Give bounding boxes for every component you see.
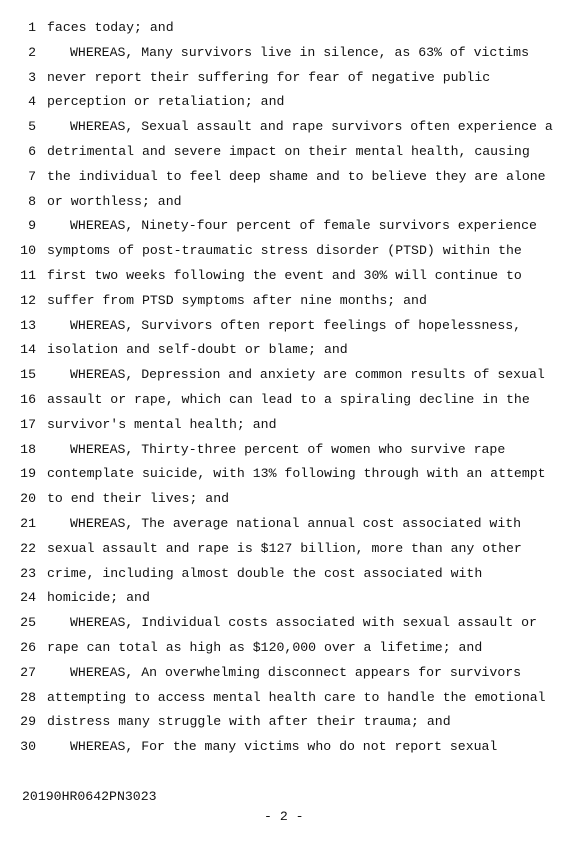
document-line <box>0 688 578 708</box>
document-line <box>0 440 578 460</box>
line-text: attempting to access mental health care to handle the emotional <box>47 689 546 705</box>
document-line <box>0 68 578 88</box>
line-number: 14 <box>20 342 36 358</box>
line-number: 5 <box>28 119 36 135</box>
line-text: WHEREAS, Survivors often report feelings of hopelessness, <box>70 317 522 333</box>
line-text: perception or retaliation; and <box>47 94 285 110</box>
line-text: survivor's mental health; and <box>47 416 277 432</box>
line-text: homicide; and <box>47 590 150 606</box>
line-number: 20 <box>20 491 36 507</box>
line-text: assault or rape, which can lead to a spiraling decline in the <box>47 392 530 407</box>
line-number: 9 <box>28 218 36 234</box>
line-text: or worthless; and <box>47 193 182 209</box>
document-id: 20190HR0642PN3023 <box>22 789 157 804</box>
line-number: 13 <box>20 317 36 333</box>
line-number: 4 <box>28 94 36 110</box>
document-line <box>0 291 578 311</box>
line-text: WHEREAS, Depression and anxiety are common results of sexual <box>70 367 545 383</box>
document-line <box>0 266 578 286</box>
line-text: never report their suffering for fear of negative public <box>47 69 491 85</box>
document-line <box>0 117 578 137</box>
page-number: - 2 - <box>264 809 304 824</box>
line-text: WHEREAS, Thirty-three percent of women who survive rape <box>70 441 506 457</box>
document-line <box>0 18 578 38</box>
document-line <box>0 638 578 658</box>
document-line <box>0 514 578 534</box>
document-line <box>0 539 578 559</box>
document-line <box>0 737 578 757</box>
line-number: 16 <box>20 392 36 407</box>
line-text: distress many struggle with after their trauma; and <box>47 714 451 730</box>
line-number: 2 <box>28 44 36 60</box>
document-line <box>0 142 578 162</box>
line-text: WHEREAS, The average national annual cost associated with <box>70 516 522 531</box>
line-text: symptoms of post-traumatic stress disorder (PTSD) within the <box>47 243 522 259</box>
line-text: first two weeks following the event and 30% will continue to <box>47 268 522 283</box>
line-number: 26 <box>20 640 36 655</box>
line-number: 28 <box>20 689 36 705</box>
line-number: 1 <box>28 20 36 35</box>
line-text: contemplate suicide, with 13% following through with an attempt <box>47 466 546 482</box>
line-number: 3 <box>28 69 36 85</box>
document-line <box>0 241 578 261</box>
line-text: rape can total as high as $120,000 over a lifetime; and <box>47 640 483 655</box>
line-text: suffer from PTSD symptoms after nine months; and <box>47 292 427 308</box>
line-text: sexual assault and rape is $127 billion, more than any other <box>47 540 522 556</box>
line-number: 15 <box>20 367 36 383</box>
line-number: 30 <box>20 739 36 755</box>
line-number: 7 <box>28 168 36 184</box>
document-line <box>0 192 578 212</box>
line-text: WHEREAS, Ninety-four percent of female survivors experience <box>70 218 537 234</box>
line-text: isolation and self-doubt or blame; and <box>47 342 348 358</box>
line-text: WHEREAS, An overwhelming disconnect appears for survivors <box>70 664 522 680</box>
document-line <box>0 564 578 584</box>
line-number: 11 <box>20 268 36 283</box>
line-number: 27 <box>20 664 36 680</box>
document-line <box>0 167 578 187</box>
line-text: WHEREAS, Many survivors live in silence, as 63% of victims <box>70 44 529 60</box>
line-number: 25 <box>20 615 36 631</box>
line-number: 18 <box>20 441 36 457</box>
line-number: 8 <box>28 193 36 209</box>
line-text: WHEREAS, For the many victims who do not report sexual <box>70 739 498 755</box>
document-line <box>0 613 578 633</box>
line-number: 21 <box>20 516 36 531</box>
document-line <box>0 415 578 435</box>
document-line <box>0 588 578 608</box>
line-text: to end their lives; and <box>47 491 230 507</box>
document-line <box>0 216 578 236</box>
page-footer <box>0 767 578 824</box>
line-number: 24 <box>20 590 36 606</box>
line-text: detrimental and severe impact on their mental health, causing <box>47 144 530 159</box>
line-number: 29 <box>20 714 36 730</box>
document-line <box>0 316 578 336</box>
document-line <box>0 390 578 410</box>
document-line <box>0 663 578 683</box>
document-line <box>0 340 578 360</box>
line-text: faces today; and <box>47 20 174 35</box>
line-number: 23 <box>20 565 36 581</box>
line-number: 19 <box>20 466 36 482</box>
line-number: 10 <box>20 243 36 259</box>
document-line <box>0 464 578 484</box>
document-line <box>0 92 578 112</box>
document-line <box>0 365 578 385</box>
line-text: crime, including almost double the cost associated with <box>47 565 483 581</box>
document-line <box>0 712 578 732</box>
line-number: 22 <box>20 540 36 556</box>
line-text: WHEREAS, Sexual assault and rape survivors often experience a <box>70 119 553 135</box>
line-text: WHEREAS, Individual costs associated with sexual assault or <box>70 615 537 631</box>
document-line <box>0 43 578 63</box>
document-line <box>0 489 578 509</box>
line-number: 6 <box>28 144 36 159</box>
line-text: the individual to feel deep shame and to believe they are alone <box>47 168 546 184</box>
line-number: 12 <box>20 292 36 308</box>
line-number: 17 <box>20 416 36 432</box>
